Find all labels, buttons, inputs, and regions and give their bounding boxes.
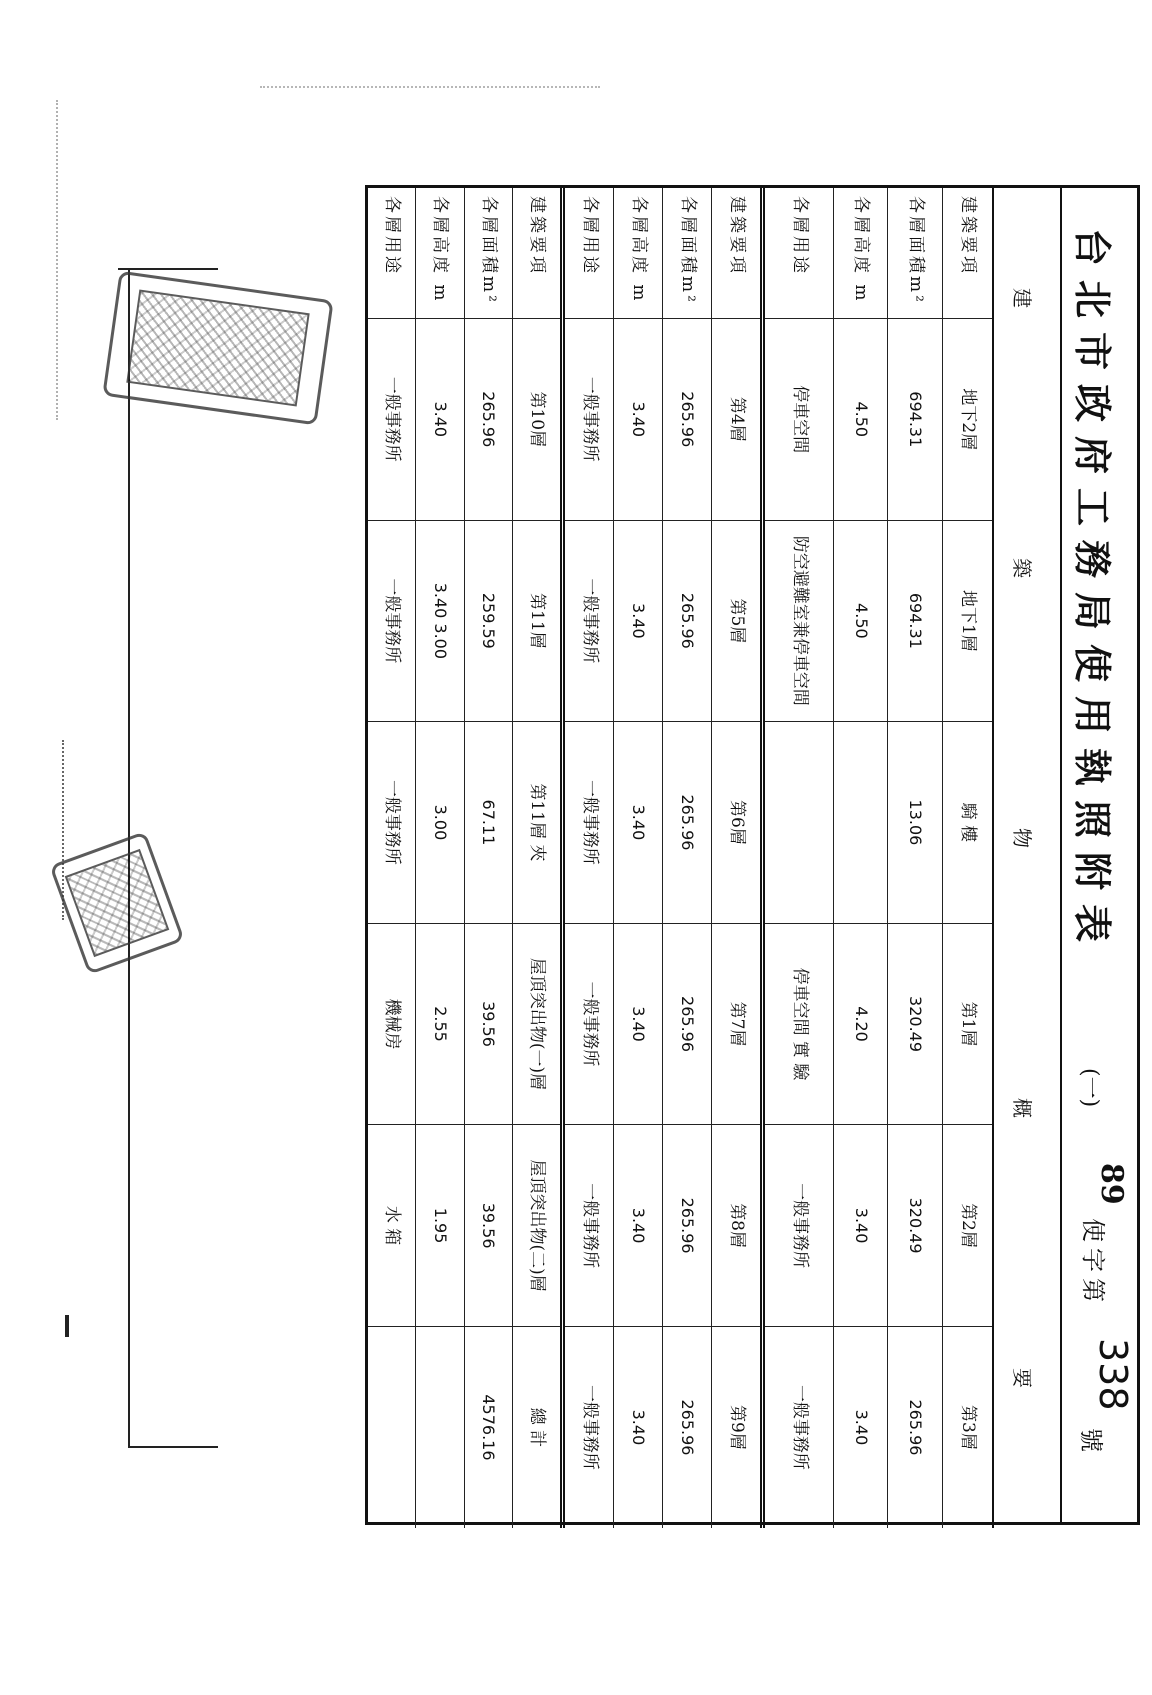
document-title: 台北市政府工務局使用執照附表	[1070, 228, 1115, 957]
floor-area: 13.06	[888, 722, 942, 924]
floor-header: 第8層	[712, 1125, 760, 1327]
license-suffix: 號	[1077, 1428, 1105, 1452]
floor-height: 3.40	[613, 319, 662, 521]
total-area: 4576.16	[464, 1326, 513, 1528]
floor-header: 第5層	[712, 520, 760, 722]
building-summary-frame	[365, 185, 1060, 1525]
floor-header: 第3層	[942, 1326, 992, 1528]
row-label-use: 各層用途	[565, 188, 613, 319]
floor-height	[833, 722, 887, 924]
floor-use	[765, 722, 833, 924]
scan-dots-top	[260, 86, 600, 88]
row-label-area: 各層面積m²	[464, 188, 513, 319]
section-label-building-summary	[992, 188, 1060, 1528]
floor-area: 265.96	[663, 520, 712, 722]
floor-use: 一般事務所	[368, 520, 415, 722]
floor-height: 4.20	[833, 923, 887, 1125]
floor-height: 4.50	[833, 520, 887, 722]
floor-header: 總 計	[513, 1326, 560, 1528]
row-label-item: 建築要項	[712, 188, 760, 319]
section-label-char: 築	[1010, 558, 1034, 578]
row-label-height: 各層高度 m	[833, 188, 887, 319]
license-year: 89	[1094, 1163, 1129, 1205]
floor-use: 水 箱	[368, 1125, 415, 1327]
floor-area: 265.96	[663, 319, 712, 521]
floor-use	[368, 1326, 415, 1528]
floor-height: 4.50	[833, 319, 887, 521]
floor-header: 地下2層	[942, 319, 992, 521]
official-seal-stamp-small	[49, 831, 185, 975]
floor-header: 第11層	[513, 520, 560, 722]
floor-height: 3.40	[833, 1125, 887, 1327]
floor-area: 320.49	[888, 1125, 942, 1327]
floor-use: 一般事務所	[565, 923, 613, 1125]
floor-area: 259.59	[464, 520, 513, 722]
floor-height: 3.40	[613, 520, 662, 722]
scan-dots-left-upper	[56, 100, 58, 420]
title-suffix: (一)	[1077, 1068, 1102, 1108]
floor-area: 694.31	[888, 520, 942, 722]
floor-area: 39.56	[464, 1125, 513, 1327]
floor-area: 39.56	[464, 923, 513, 1125]
floor-use: 一般事務所	[565, 1125, 613, 1327]
floor-use: 一般事務所	[368, 319, 415, 521]
floor-height: 3.40	[833, 1326, 887, 1528]
floor-height: 2.55	[415, 923, 464, 1125]
official-seal-stamp	[102, 271, 333, 426]
floor-area: 67.11	[464, 722, 513, 924]
floor-header: 第6層	[712, 722, 760, 924]
row-label-use: 各層用途	[765, 188, 833, 319]
floor-table-block-3	[368, 188, 560, 1528]
row-label-item: 建築要項	[942, 188, 992, 319]
floor-header: 第1層	[942, 923, 992, 1125]
floor-area: 265.96	[663, 722, 712, 924]
floor-table-block-1	[760, 188, 992, 1528]
license-attachment-document	[365, 185, 1140, 1525]
scan-margin-line-bottom	[128, 1446, 218, 1448]
floor-header: 第7層	[712, 923, 760, 1125]
floor-area: 694.31	[888, 319, 942, 521]
row-label-height: 各層高度 m	[613, 188, 662, 319]
title-band	[1060, 185, 1140, 1525]
row-label-area: 各層面積m²	[888, 188, 942, 319]
floor-header: 地下1層	[942, 520, 992, 722]
row-label-use: 各層用途	[368, 188, 415, 319]
floor-header: 屋頂突出物(一)層	[513, 923, 560, 1125]
row-label-area: 各層面積m²	[663, 188, 712, 319]
floor-use: 停車空間	[765, 319, 833, 521]
floor-height: 3.40 3.00	[415, 520, 464, 722]
floor-height: 3.40	[613, 722, 662, 924]
floor-use: 一般事務所	[565, 722, 613, 924]
section-label-char: 物	[1010, 828, 1034, 848]
floor-use: 一般事務所	[765, 1125, 833, 1327]
floor-area: 265.96	[663, 923, 712, 1125]
floor-height: 3.00	[415, 722, 464, 924]
floor-height: 1.95	[415, 1125, 464, 1327]
floor-height: 3.40	[613, 923, 662, 1125]
floor-header: 屋頂突出物(二)層	[513, 1125, 560, 1327]
floor-height	[415, 1326, 464, 1528]
section-label-char: 建	[1010, 288, 1034, 308]
floor-area: 265.96	[663, 1125, 712, 1327]
floor-use: 一般事務所	[565, 520, 613, 722]
section-label-char: 概	[1010, 1098, 1034, 1118]
license-number: 338	[1091, 1338, 1135, 1411]
floor-header: 騎 樓	[942, 722, 992, 924]
floor-table-block-2	[560, 188, 760, 1528]
floor-area: 265.96	[888, 1326, 942, 1528]
scan-mark-small	[65, 1315, 69, 1337]
floor-use: 防空避難室兼停車空間	[765, 520, 833, 722]
floor-height: 3.40	[415, 319, 464, 521]
floor-header: 第9層	[712, 1326, 760, 1528]
floor-use: 一般事務所	[368, 722, 415, 924]
floor-height: 3.40	[613, 1326, 662, 1528]
row-label-height: 各層高度 m	[415, 188, 464, 319]
floor-header: 第11層 夾	[513, 722, 560, 924]
floor-area: 265.96	[464, 319, 513, 521]
floor-area: 265.96	[663, 1326, 712, 1528]
floor-header: 第4層	[712, 319, 760, 521]
floor-header: 第2層	[942, 1125, 992, 1327]
floor-height: 3.40	[613, 1125, 662, 1327]
floor-use: 停車空間 實 驗	[765, 923, 833, 1125]
floor-use: 機械房	[368, 923, 415, 1125]
floor-area: 320.49	[888, 923, 942, 1125]
section-label-char: 要	[1010, 1368, 1034, 1388]
floor-header: 第10層	[513, 319, 560, 521]
floor-use: 一般事務所	[565, 319, 613, 521]
row-label-item: 建築要項	[513, 188, 560, 319]
scan-margin-line-top	[118, 268, 218, 270]
floor-use: 一般事務所	[565, 1326, 613, 1528]
license-type: 使字第	[1079, 1218, 1107, 1308]
floor-use: 一般事務所	[765, 1326, 833, 1528]
